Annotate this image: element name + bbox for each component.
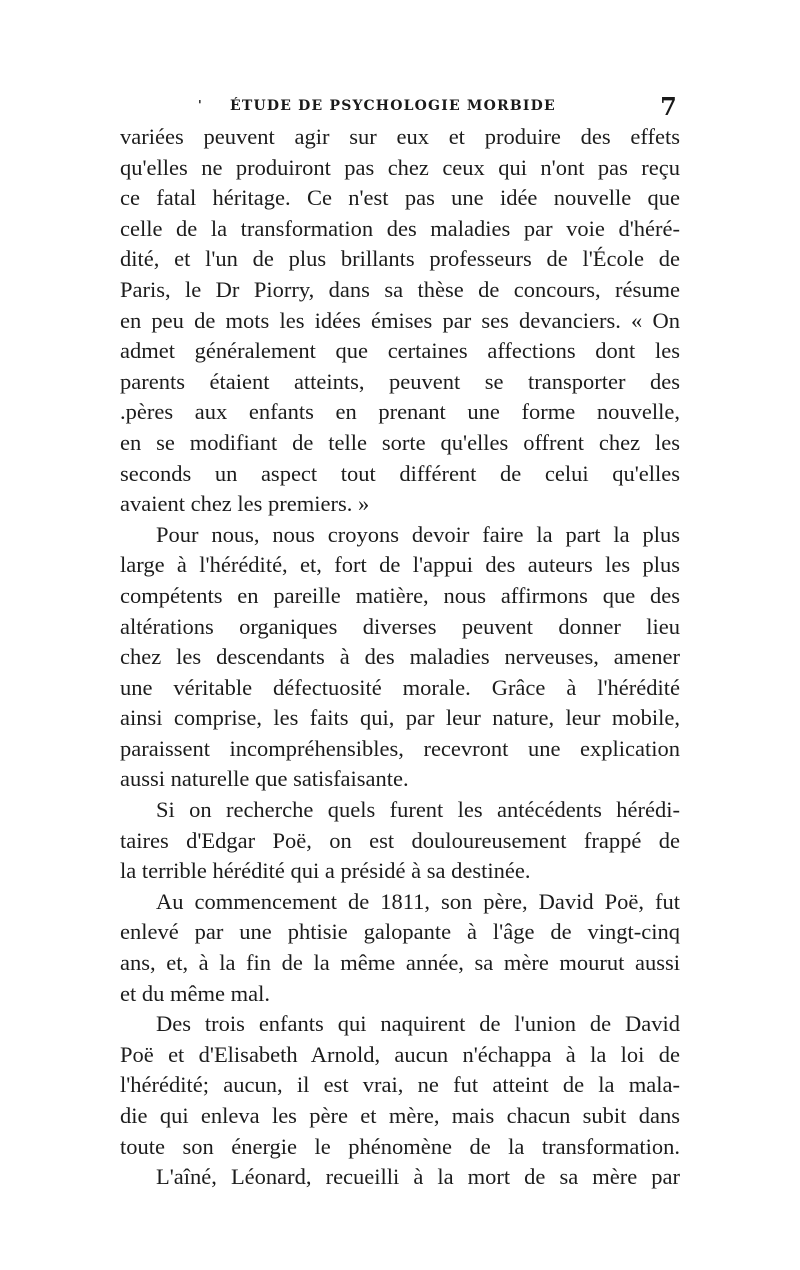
text-line: enlevé par une phtisie galopante à l'âge de vingt-cinq — [120, 919, 680, 945]
text-line: taires d'Edgar Poë, on est douloureusement frappé de — [120, 827, 680, 853]
text-line: Au commencement de 1811, son père, David Poë, fut — [156, 888, 680, 914]
text-line: toute son énergie le phénomène de la transformation. — [120, 1133, 680, 1159]
body-text — [120, 122, 680, 1193]
text-line: admet généralement que certaines affections dont les — [120, 338, 680, 364]
text-line: die qui enleva les père et mère, mais chacun subit dans — [120, 1103, 680, 1128]
text-line: aussi naturelle que satisfaisante. — [120, 766, 409, 792]
running-title: ÉTUDE DE PSYCHOLOGIE MORBIDE — [230, 98, 556, 114]
text-line: variées peuvent agir sur eux et produire des effets — [120, 124, 680, 149]
running-header — [120, 92, 678, 122]
text-line: seconds un aspect tout différent de celui qu'elles — [120, 460, 680, 486]
text-line: ce fatal héritage. Ce n'est pas une idée nouvelle que — [120, 185, 680, 211]
text-line: Des trois enfants qui naquirent de l'union de David — [156, 1011, 680, 1037]
text-line: une véritable défectuosité morale. Grâce à l'hérédité — [120, 674, 680, 700]
text-line: paraissent incompréhensibles, recevront une explication — [120, 735, 680, 761]
text-line: altérations organiques diverses peuvent donner lieu — [120, 613, 680, 639]
text-line: large à l'hérédité, et, fort de l'appui des auteurs les plus — [120, 552, 680, 578]
text-line: Poë et d'Elisabeth Arnold, aucun n'échappa à la loi de — [120, 1041, 680, 1067]
text-line: en peu de mots les idées émises par ses devanciers. « On — [120, 307, 680, 333]
text-line: .pères aux enfants en prenant une forme nouvelle, — [120, 399, 680, 425]
header-mark: ' — [198, 98, 203, 112]
text-line: L'aîné, Léonard, recueilli à la mort de sa mère par — [156, 1164, 680, 1190]
text-line: ans, et, à la fin de la même année, sa mère mourut aussi — [120, 950, 680, 976]
text-line: celle de la transformation des maladies par voie d'héré- — [120, 215, 680, 241]
text-line: chez les descendants à des maladies nerveuses, amener — [120, 644, 680, 670]
text-line: avaient chez les premiers. » — [120, 491, 370, 517]
text-line: dité, et l'un de plus brillants professeurs de l'École de — [120, 246, 680, 272]
text-line: Paris, le Dr Piorry, dans sa thèse de concours, résume — [120, 276, 680, 302]
text-line: qu'elles ne produiront pas chez ceux qui n'ont pas reçu — [120, 154, 680, 180]
text-line: parents étaient atteints, peuvent se transporter des — [120, 368, 680, 394]
text-line: en se modifiant de telle sorte qu'elles offrent chez les — [120, 429, 680, 455]
page-number: 7 — [660, 92, 678, 121]
text-line: l'hérédité; aucun, il est vrai, ne fut atteint de la mala- — [120, 1072, 680, 1098]
text-line: et du même mal. — [120, 980, 270, 1006]
text-line: Si on recherche quels furent les antécédents hérédi- — [156, 797, 680, 823]
text-line: ainsi comprise, les faits qui, par leur nature, leur mobile, — [120, 705, 680, 731]
text-line: Pour nous, nous croyons devoir faire la part la plus — [156, 521, 680, 547]
text-line: la terrible hérédité qui a présidé à sa destinée. — [120, 858, 531, 884]
text-line: compétents en pareille matière, nous affirmons que des — [120, 582, 680, 608]
